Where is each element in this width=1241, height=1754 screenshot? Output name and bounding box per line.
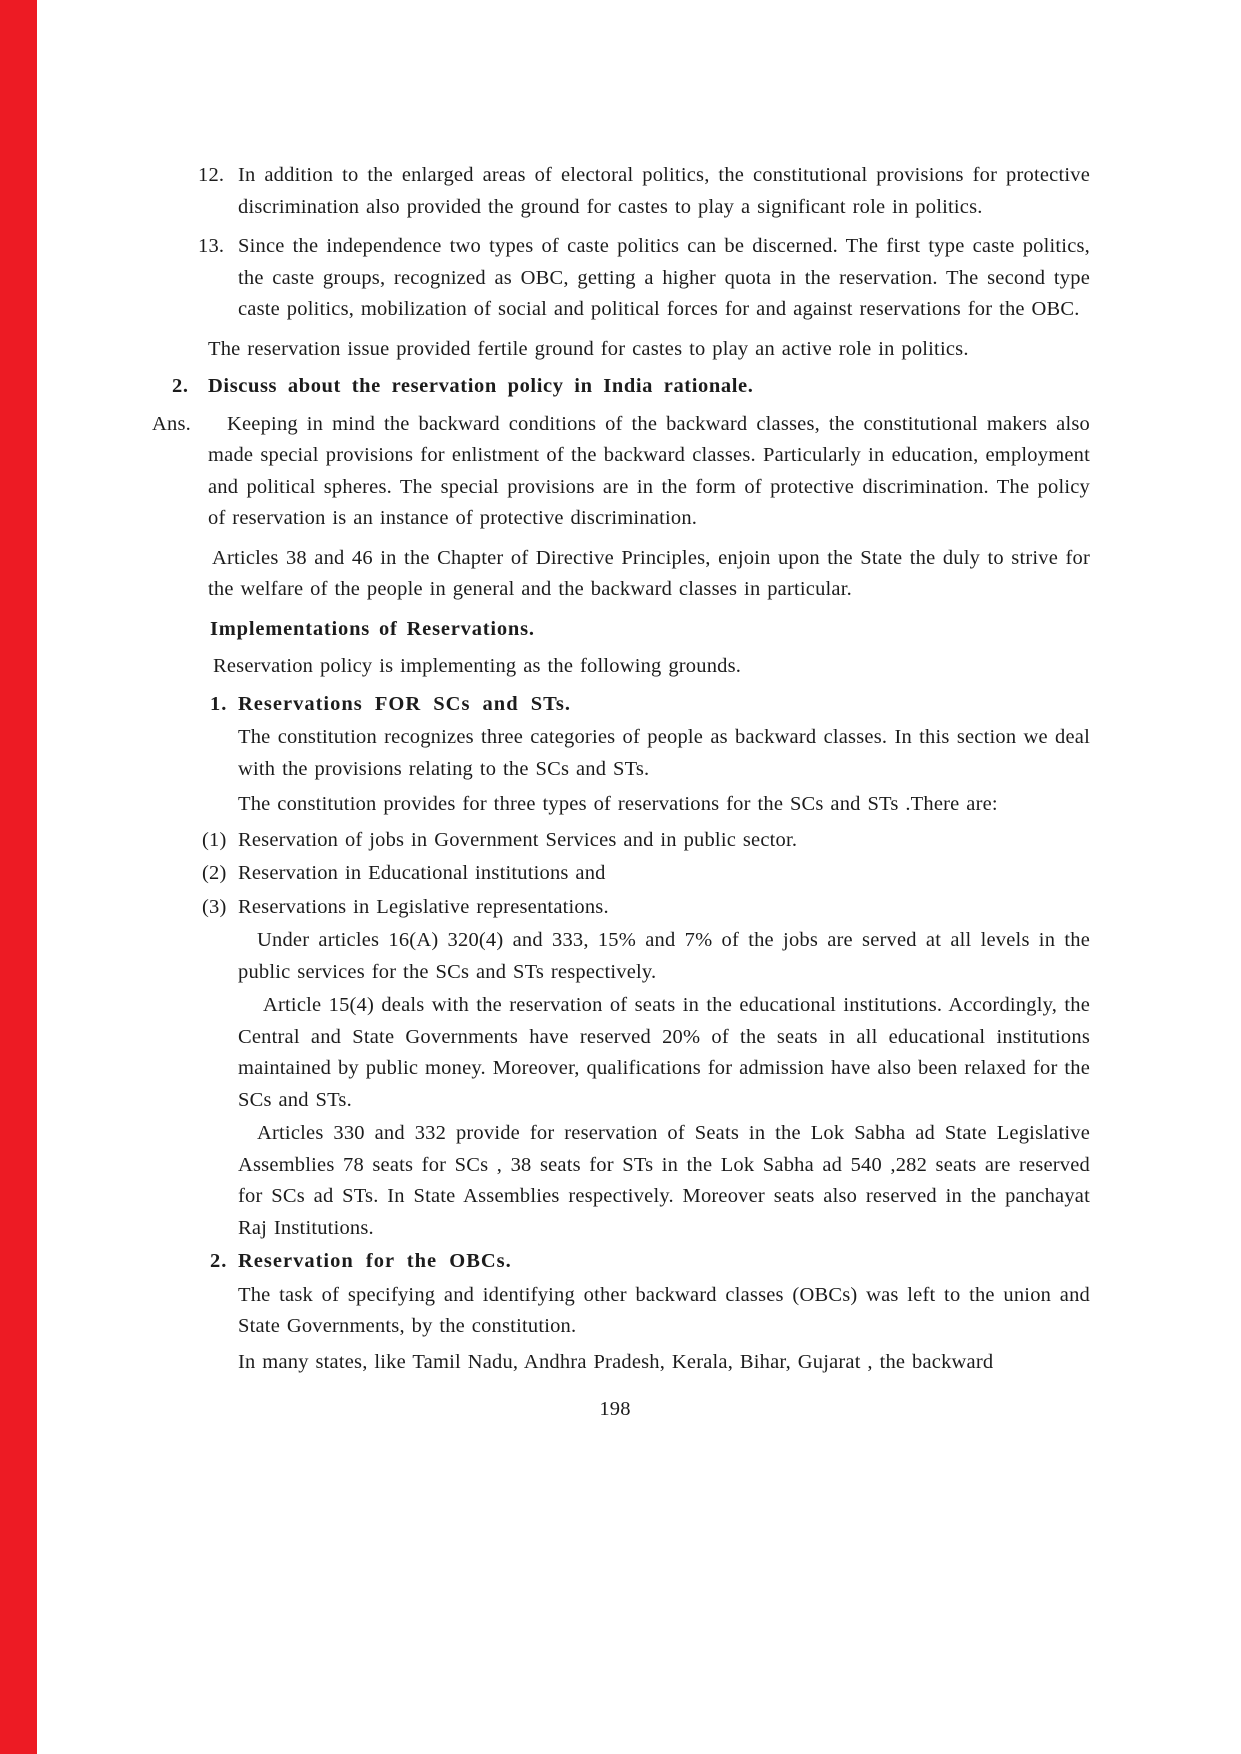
page-number: 198 [599,1398,631,1420]
paragraph-in-many-states: In many states, like Tamil Nadu, Andhra Pradesh, Kerala, Bihar, Gujarat , the backward [238,1350,994,1373]
item-text: In addition to the enlarged areas of electoral politics, the constitutional provisions for protective discrimination also provided the ground for castes to play a significant role in politics. [238,164,1090,218]
list-item-text: Reservations in Legislative representations. [238,895,609,918]
list-item-1 [202,825,1090,857]
list-item-number: (1) [202,828,227,851]
paragraph-task-of-specifying: The task of specifying and identifying other backward classes (OBCs) was left to the union and State Governments, by the constitution. [238,1283,1090,1337]
item-number: 13. [198,235,225,257]
answer-label: Ans. [152,412,191,435]
paragraph-article-15-4: Article 15(4) deals with the reservation of seats in the educational institutions. Accordingly, the Central and State Governments have reserved 20% of the seats in all educational institutions maintained by public money. Moreover, qualifications for admission have also been relaxed for the SCs and STs. [238,994,1090,1111]
paragraph-reservation-policy: Reservation policy is implementing as the following grounds. [213,655,742,677]
answer-block [152,409,1090,535]
subheading-number: 1. [210,692,228,715]
item-text: Since the independence two types of caste politics can be discerned. The first type caste politics, the caste groups, recognized as OBC, getting a higher quota in the reservation. The second type caste politics, mobilization of social and political forces for and against reservations for the OBC. [238,235,1090,320]
subheading-text: Reservation for the OBCs. [238,1250,512,1272]
item-number: 12. [198,164,225,186]
paragraph-articles-38-46: Articles 38 and 46 in the Chapter of Directive Principles, enjoin upon the State the duly to strive for the welfare of the people in general and the backward classes in particular. [208,546,1090,600]
list-item-2 [202,858,1090,890]
list-item-number: (2) [202,862,227,884]
paragraph-constitution-provides: The constitution provides for three types of reservations for the SCs and STs .There are: [238,793,998,815]
subheading-reservation-obc [210,1246,1090,1278]
page-content [140,160,1090,1426]
subheading-number: 2. [210,1250,228,1272]
numbered-item-12 [198,160,1090,223]
answer-text: Keeping in mind the backward conditions of the backward classes, the constitutional makers also made special provisions for enlistment of the backward classes. Particularly in education, employment and political spheres. The special provisions are in the form of protective discrimination. The policy of reservation is an instance of protective discrimination. [208,412,1090,529]
subheading-reservations-sc-st [210,689,1090,721]
paragraph-articles-330-332: Articles 330 and 332 provide for reservation of Seats in the Lok Sabha ad State Legislative Assemblies 78 seats for SCs , 38 seats for STs in the Lok Sabha ad 540 ,282 seats are reserved for SCs ad STs. In State Assemblies respectively. Moreover seats also reserved in the panchayat Raj Institutions. [238,1122,1090,1239]
red-edge-strip [0,0,37,1754]
question-heading [172,371,1090,403]
heading-implementations: Implementations of Reservations. [210,617,535,640]
numbered-item-13 [198,231,1090,326]
paragraph-reservation-issue: The reservation issue provided fertile ground for castes to play an active role in politics. [208,337,969,360]
list-item-3 [202,892,1090,924]
list-item-text: Reservation in Educational institutions and [238,862,606,884]
question-number: 2. [172,375,189,397]
list-item-number: (3) [202,895,227,918]
paragraph-constitution-recognizes: The constitution recognizes three categories of people as backward classes. In this section we deal with the provisions relating to the SCs and STs. [238,726,1090,780]
subheading-text: Reservations FOR SCs and STs. [238,692,572,715]
list-item-text: Reservation of jobs in Government Services and in public sector. [238,828,798,851]
question-text: Discuss about the reservation policy in India rationale. [208,375,754,397]
paragraph-under-articles: Under articles 16(A) 320(4) and 333, 15% and 7% of the jobs are served at all levels in the public services for the SCs and STs respectively. [238,929,1090,983]
